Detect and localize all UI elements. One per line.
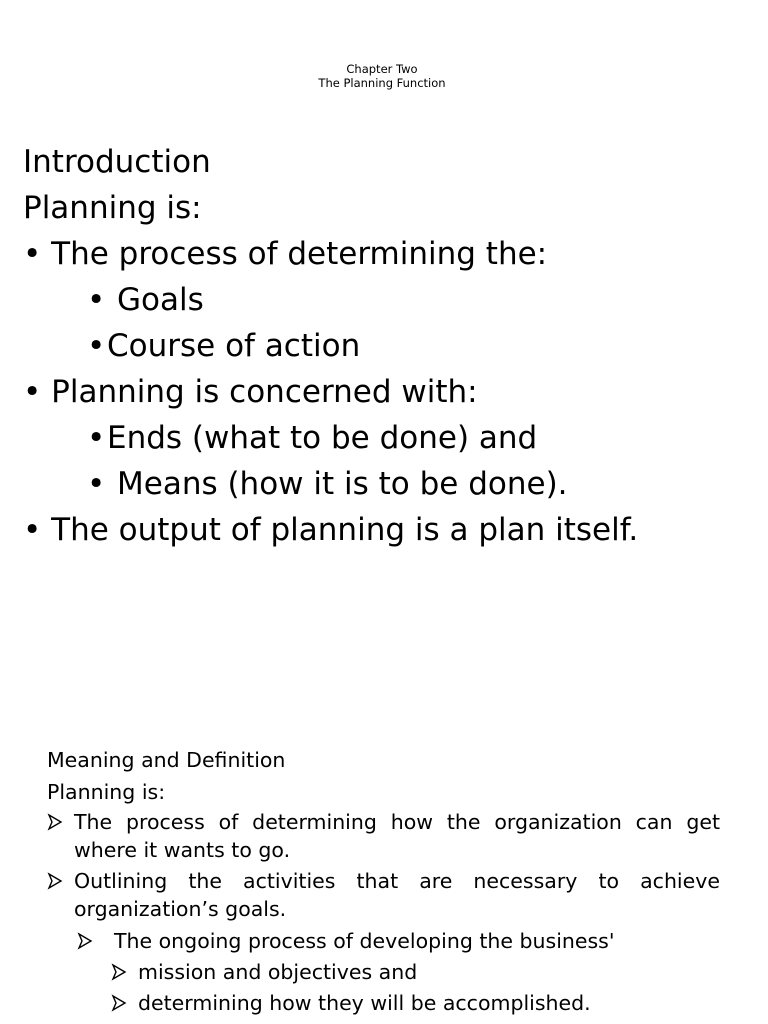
- bullet-icon: •: [87, 420, 106, 456]
- bullet-icon: •: [87, 466, 106, 502]
- bullet-item: [23, 369, 753, 415]
- sub-bullet-item: [23, 415, 753, 461]
- arrow-bullet-icon: [77, 926, 93, 957]
- sub-bullet-text: Course of action: [107, 328, 361, 364]
- slide-intro: Planning is:: [23, 190, 202, 226]
- bullet-icon: •: [23, 236, 42, 272]
- arrow-list-item: [47, 867, 720, 923]
- sub-sub-item-text: determining how they will be accomplished.: [138, 991, 591, 1015]
- sub-item-text: The ongoing process of developing the business': [114, 929, 615, 953]
- chapter-title: The Planning Function: [318, 76, 446, 90]
- sub-bullet-item: [23, 277, 753, 323]
- arrow-bullet-icon: [111, 988, 127, 1019]
- arrow-bullet-icon: [47, 867, 63, 895]
- bullet-icon: •: [23, 374, 42, 410]
- bullet-item: [23, 231, 753, 277]
- bullet-text: Planning is concerned with:: [51, 374, 478, 410]
- bullet-text: The output of planning is a plan itself.: [51, 512, 639, 548]
- section-intro: Planning is:: [47, 780, 166, 804]
- bullet-icon: •: [87, 282, 106, 318]
- sub-bullet-text: Goals: [117, 282, 204, 318]
- arrow-sub-sub-item: [47, 988, 720, 1019]
- arrow-bullet-icon: [47, 808, 63, 836]
- bullet-item: [23, 507, 753, 553]
- bullet-icon: •: [87, 328, 106, 364]
- list-item-text: The process of determining how the organization can get where it wants to go.: [74, 810, 720, 862]
- bullet-text: The process of determining the:: [51, 236, 548, 272]
- sub-bullet-item: [23, 461, 753, 507]
- sub-sub-item-text: mission and objectives and: [138, 960, 418, 984]
- chapter-number: Chapter Two: [346, 62, 418, 76]
- arrow-sub-item: [47, 926, 720, 957]
- sub-bullet-item: [23, 323, 753, 369]
- list-item-text: Outlining the activities that are necessary to achieve organization’s goals.: [74, 869, 720, 921]
- arrow-list-item: [47, 808, 720, 864]
- section-heading: Meaning and Definition: [47, 748, 286, 772]
- introduction-slide: [23, 139, 753, 553]
- chapter-header: [0, 62, 764, 90]
- sub-bullet-text: Means (how it is to be done).: [117, 466, 568, 502]
- arrow-bullet-icon: [111, 957, 127, 988]
- arrow-sub-sub-item: [47, 957, 720, 988]
- sub-bullet-text: Ends (what to be done) and: [107, 420, 538, 456]
- bullet-icon: •: [23, 512, 42, 548]
- meaning-definition-section: [47, 744, 720, 1019]
- slide-heading: Introduction: [23, 144, 211, 180]
